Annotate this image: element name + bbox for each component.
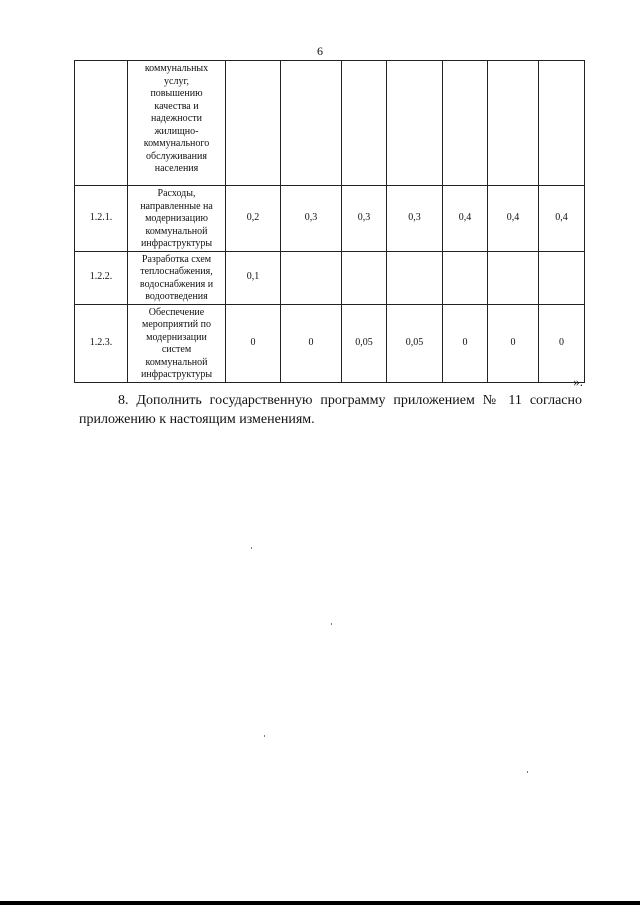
page-number: 6 [317,44,323,58]
value-cell: 0,3 [281,186,342,252]
expenditure-table [74,60,585,383]
row-name-line: Расходы, [157,188,196,199]
row-name-line: качества и [154,100,199,112]
value-cell: 0 [226,304,281,382]
value-cell: 0,4 [539,186,585,252]
row-name-line: населения [154,163,199,174]
scan-speck [527,771,528,773]
value-cell [443,251,488,304]
row-name-line: коммунальных [144,63,209,74]
row-name-cell [128,251,226,304]
row-name-line: Обеспечение [148,306,205,318]
row-code-cell: 1.2.1. [75,186,128,252]
row-name-line: теплоснабжения, [140,266,213,277]
table-row [75,61,585,186]
value-cell: 0,3 [387,186,443,252]
value-cell: 0 [443,304,488,382]
row-name-cell [128,304,226,382]
value-cell [488,251,539,304]
row-code-cell: 1.2.2. [75,251,128,304]
row-name-line: мероприятий по [142,319,211,330]
amendment-paragraph: 8. Дополнить государственную программу приложением № 11 согласно приложению к настоящим изменениям. [79,393,582,427]
value-cell [387,251,443,304]
value-cell [281,61,342,186]
value-cell: 0,2 [226,186,281,252]
value-cell: 0 [281,304,342,382]
table-row [75,304,585,382]
value-cell [342,61,387,186]
row-name-line: жилищно- [154,125,199,137]
row-name-line: направленные на [140,200,213,212]
row-name-line: инфраструктуры [140,238,213,249]
row-name-line: инфраструктуры [140,369,213,380]
row-name-line: повышению [150,88,203,99]
row-code-cell: 1.2.3. [75,304,128,382]
value-cell: 0 [488,304,539,382]
row-name-line: Разработка схем [141,253,212,265]
scan-bottom-edge [0,901,640,905]
row-name-line: модернизации [146,331,207,343]
value-cell: 0,3 [342,186,387,252]
value-cell: 0,05 [387,304,443,382]
row-name-line: коммунальной [145,225,208,237]
value-cell [226,61,281,186]
row-name-line: модернизацию [145,213,208,224]
row-code-cell [75,61,128,186]
scan-speck [264,735,265,737]
value-cell [443,61,488,186]
row-name-line: обслуживания [146,150,207,162]
value-cell: 0 [539,304,585,382]
value-cell [488,61,539,186]
value-cell [387,61,443,186]
value-cell [539,251,585,304]
row-name-line: надежности [151,113,202,124]
row-name-line: водоснабжения и [139,278,214,290]
value-cell [281,251,342,304]
closing-quote-mark: ». [573,374,583,389]
row-name-line: коммунального [143,138,210,149]
value-cell: 0,4 [488,186,539,252]
row-name-line: услуг, [164,75,189,87]
scan-speck [331,623,332,625]
value-cell: 0,4 [443,186,488,252]
value-cell [539,61,585,186]
value-cell: 0,05 [342,304,387,382]
table-body [75,61,585,383]
row-name-cell [128,61,226,186]
scan-speck [251,547,252,549]
row-name-line: водоотведения [145,291,208,302]
value-cell [342,251,387,304]
table-row [75,251,585,304]
row-name-line: коммунальной [145,356,208,368]
row-name-cell [128,186,226,252]
row-name-line: систем [161,344,192,355]
table-row [75,186,585,252]
value-cell: 0,1 [226,251,281,304]
